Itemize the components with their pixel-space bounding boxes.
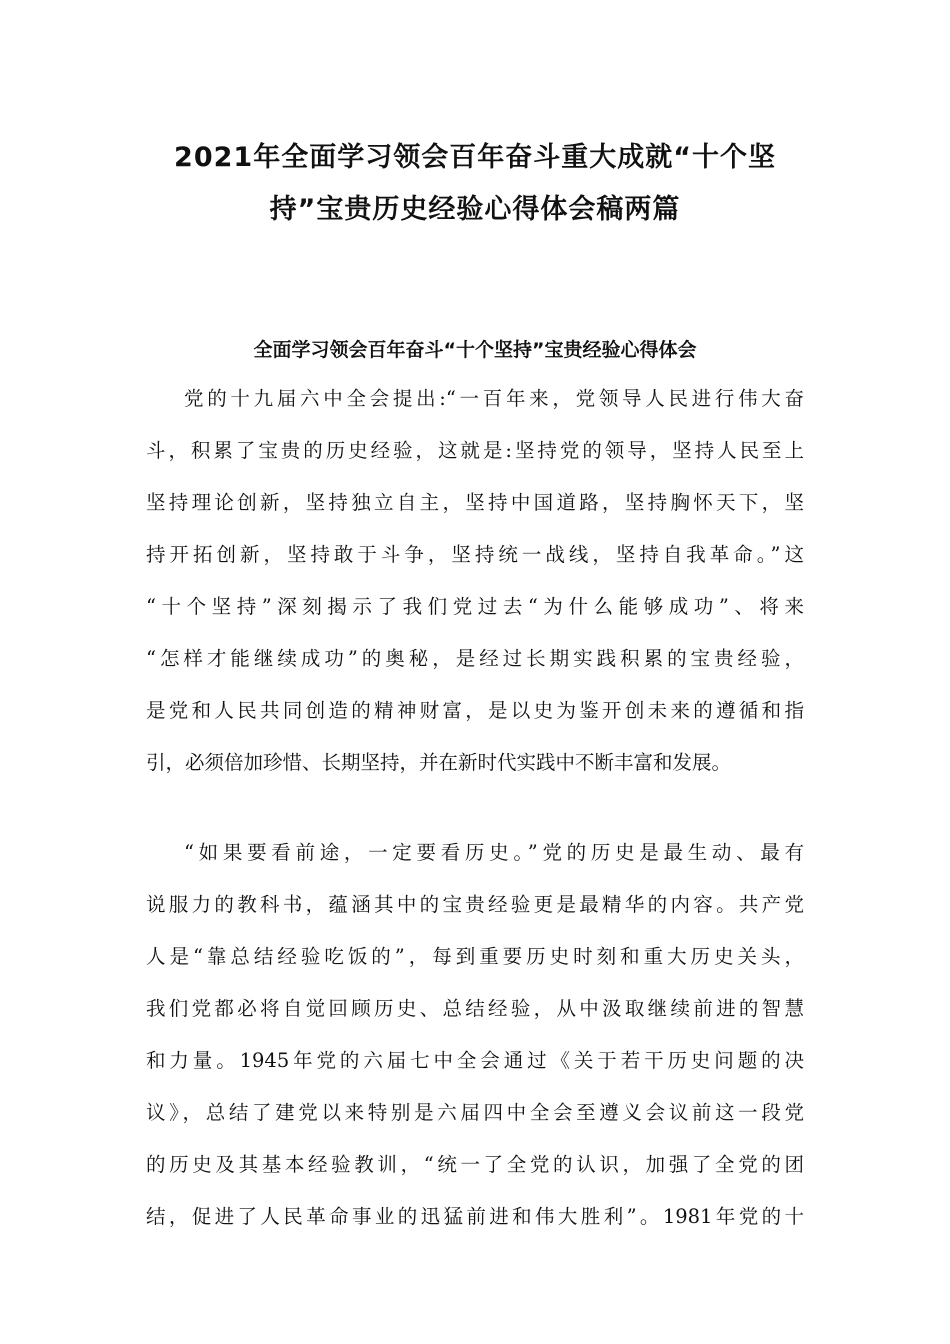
paragraph-2-line: 和力量。1945年党的六届七中全会通过《关于若干历史问题的决 <box>146 1049 804 1072</box>
title-line-1: 2021年全面学习领会百年奋斗重大成就“十个坚 <box>174 142 776 173</box>
paragraph-2-line: 说服力的教科书，蕴涵其中的宝贵经验更是最精华的内容。共产党 <box>146 893 804 916</box>
paragraph-1-line: “十个坚持”深刻揭示了我们党过去“为什么能够成功”、将来 <box>146 595 804 618</box>
title-line-2: 持”宝贵历史经验心得体会稿两篇 <box>269 194 681 225</box>
paragraph-2-line: 结，促进了人民革命事业的迅猛前进和伟大胜利”。1981年党的十 <box>146 1205 804 1228</box>
paragraph-2-line: 人是“靠总结经验吃饭的”，每到重要历史时刻和重大历史关头， <box>146 945 804 968</box>
paragraph-1-line: 党的十九届六中全会提出:“一百年来，党领导人民进行伟大奋 <box>184 387 804 410</box>
paragraph-1-line: 是党和人民共同创造的精神财富，是以史为鉴开创未来的遵循和指 <box>146 699 804 722</box>
paragraph-2-line: 的历史及其基本经验教训，“统一了全党的认识，加强了全党的团 <box>146 1153 804 1176</box>
paragraph-1-line: 斗，积累了宝贵的历史经验，这就是:坚持党的领导，坚持人民至上 <box>146 439 804 462</box>
document-title <box>130 132 820 236</box>
paragraph-2-line: 议》，总结了建党以来特别是六届四中全会至遵义会议前这一段党 <box>146 1101 804 1124</box>
section-heading: 全面学习领会百年奋斗“十个坚持”宝贵经验心得体会 <box>253 339 697 361</box>
paragraph-1-line: 引，必须倍加珍惜、长期坚持，并在新时代实践中不断丰富和发展。 <box>146 751 732 774</box>
paragraph-1-line: “怎样才能继续成功”的奥秘，是经过长期实践积累的宝贵经验， <box>146 647 804 670</box>
paragraph-1-line: 坚持理论创新，坚持独立自主，坚持中国道路，坚持胸怀天下，坚 <box>146 491 804 514</box>
paragraph-1-line: 持开拓创新，坚持敢于斗争，坚持统一战线，坚持自我革命。”这 <box>146 543 804 566</box>
paragraph-2-line: “如果要看前途，一定要看历史。”党的历史是最生动、最有 <box>184 841 804 864</box>
paragraph-2-line: 我们党都必将自觉回顾历史、总结经验，从中汲取继续前进的智慧 <box>146 997 804 1020</box>
